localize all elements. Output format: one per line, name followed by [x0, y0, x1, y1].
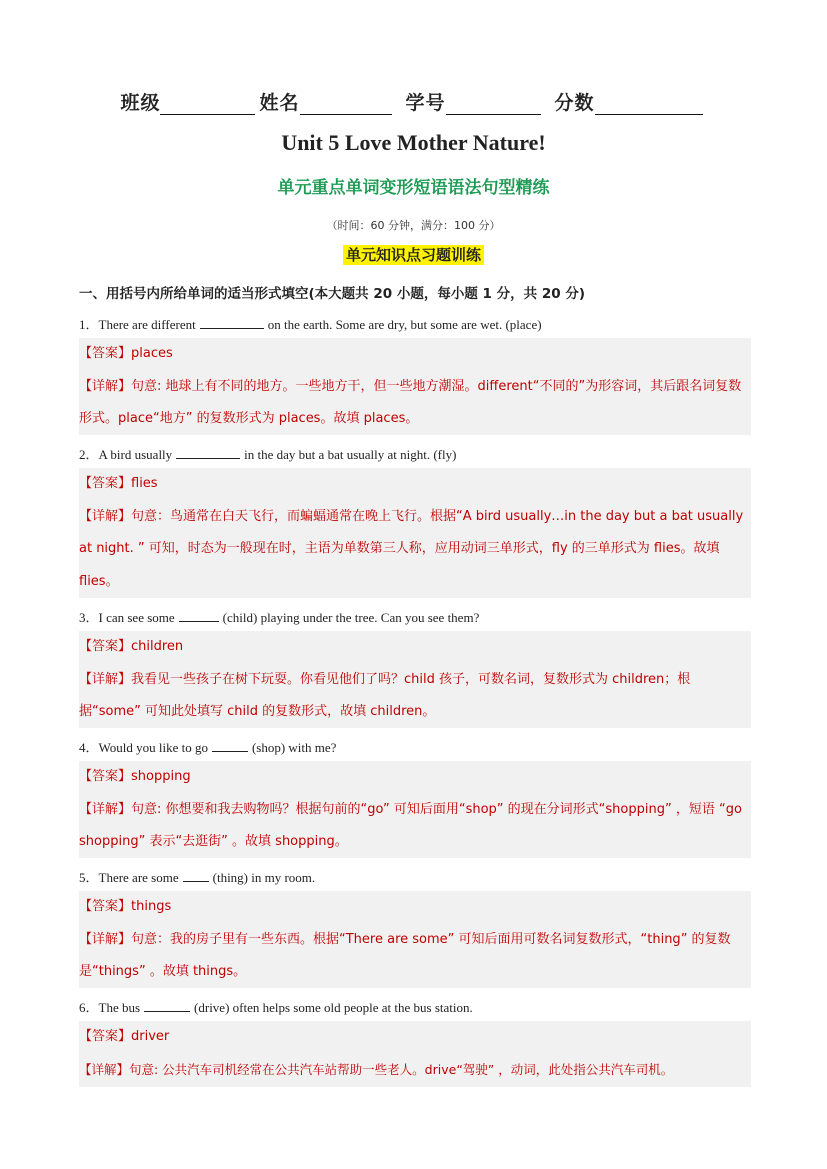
score-blank[interactable]	[595, 94, 703, 115]
name-blank[interactable]	[300, 94, 392, 115]
page-subtitle: 单元重点单词变形短语语法句型精练	[277, 178, 550, 198]
answer-line: 【答案】shopping	[79, 769, 191, 784]
answer-block	[79, 1021, 751, 1087]
question-item	[79, 314, 751, 333]
part-heading: 一、用括号内所给单词的适当形式填空(本大题共 20 小题，每小题 1 分，共 20 分)	[79, 286, 586, 302]
question-item	[79, 607, 751, 626]
question-text-before: 1．There are different	[79, 317, 196, 332]
answer-detail: 【详解】句意: 你想要和我去购物吗？根据句前的“go” 可知后面用“shop” 的现在分词形式“shopping” ，短语 “go shopping” 表示“去逛街” 。故填 shopping。	[79, 801, 742, 849]
answer-block	[79, 468, 751, 598]
answer-detail: 【详解】我看见一些孩子在树下玩耍。你看见他们了吗？child 孩子，可数名词，复数形式为 children；根据“some” 可知此处填写 child 的复数形式，故填 children。	[79, 671, 691, 719]
number-label: 学号	[405, 92, 446, 114]
answer-blank[interactable]	[179, 609, 219, 622]
score-label: 分数	[554, 92, 595, 114]
section-banner	[0, 244, 827, 265]
question-text-before: 6．The bus	[79, 1000, 141, 1015]
time-note: （时间：60 分钟，满分：100 分）	[326, 219, 501, 232]
number-blank[interactable]	[446, 94, 541, 115]
answer-blank[interactable]	[144, 999, 190, 1012]
section-banner-text: 单元知识点习题训练	[343, 245, 484, 265]
answer-detail: 【详解】句意：鸟通常在白天飞行，而蝙蝠通常在晚上飞行。根据“A bird usually…in the day but a bat usually at night. ” 可知，时态为一般现在时，主语为单数第三人称，应用动词三单形式，fly 的三单形式为 flies。故填 flies。	[79, 508, 744, 589]
answer-blank[interactable]	[183, 869, 209, 882]
student-info-line	[0, 88, 827, 115]
class-label: 班级	[120, 92, 161, 114]
question-text-after: in the day but a bat usually at night. (fly)	[244, 447, 457, 462]
answer-blank[interactable]	[200, 316, 264, 329]
question-item	[79, 737, 751, 756]
page-title: Unit 5 Love Mother Nature!	[281, 130, 546, 155]
answer-block	[79, 338, 751, 435]
answer-block	[79, 631, 751, 728]
question-item	[79, 444, 751, 463]
question-text-after: (thing) in my room.	[212, 870, 316, 885]
question-text-before: 5．There are some	[79, 870, 179, 885]
answer-line: 【答案】driver	[79, 1029, 170, 1044]
answer-block	[79, 761, 751, 858]
question-text-after: (drive) often helps some old people at the bus station.	[194, 1000, 473, 1015]
question-text-before: 3．I can see some	[79, 610, 175, 625]
answer-blank[interactable]	[212, 739, 248, 752]
answer-detail: 【详解】句意: 地球上有不同的地方。一些地方干，但一些地方潮湿。different“不同的”为形容词，其后跟名词复数形式。place“地方” 的复数形式为 places。故填 places。	[79, 378, 742, 426]
question-item	[79, 997, 751, 1016]
class-blank[interactable]	[160, 94, 255, 115]
answer-detail: 【详解】句意: 公共汽车司机经常在公共汽车站帮助一些老人。drive“驾驶” ，动词，此处指公共汽车司机。	[79, 1061, 674, 1077]
question-text-before: 4．Would you like to go	[79, 740, 208, 755]
question-text-before: 2．A bird usually	[79, 447, 173, 462]
answer-line: 【答案】flies	[79, 476, 158, 491]
answer-line: 【答案】things	[79, 899, 172, 914]
answer-line: 【答案】children	[79, 639, 184, 654]
answer-blank[interactable]	[176, 446, 240, 459]
question-text-after: on the earth. Some are dry, but some are wet. (place)	[267, 317, 542, 332]
answer-line: 【答案】places	[79, 346, 173, 361]
question-text-after: (child) playing under the tree. Can you see them?	[222, 610, 480, 625]
question-item	[79, 867, 751, 886]
question-text-after: (shop) with me?	[251, 740, 337, 755]
answer-block	[79, 891, 751, 988]
name-label: 姓名	[259, 92, 300, 114]
answer-detail: 【详解】句意：我的房子里有一些东西。根据“There are some” 可知后面用可数名词复数形式，“thing” 的复数是“things” 。故填 things。	[79, 931, 731, 979]
